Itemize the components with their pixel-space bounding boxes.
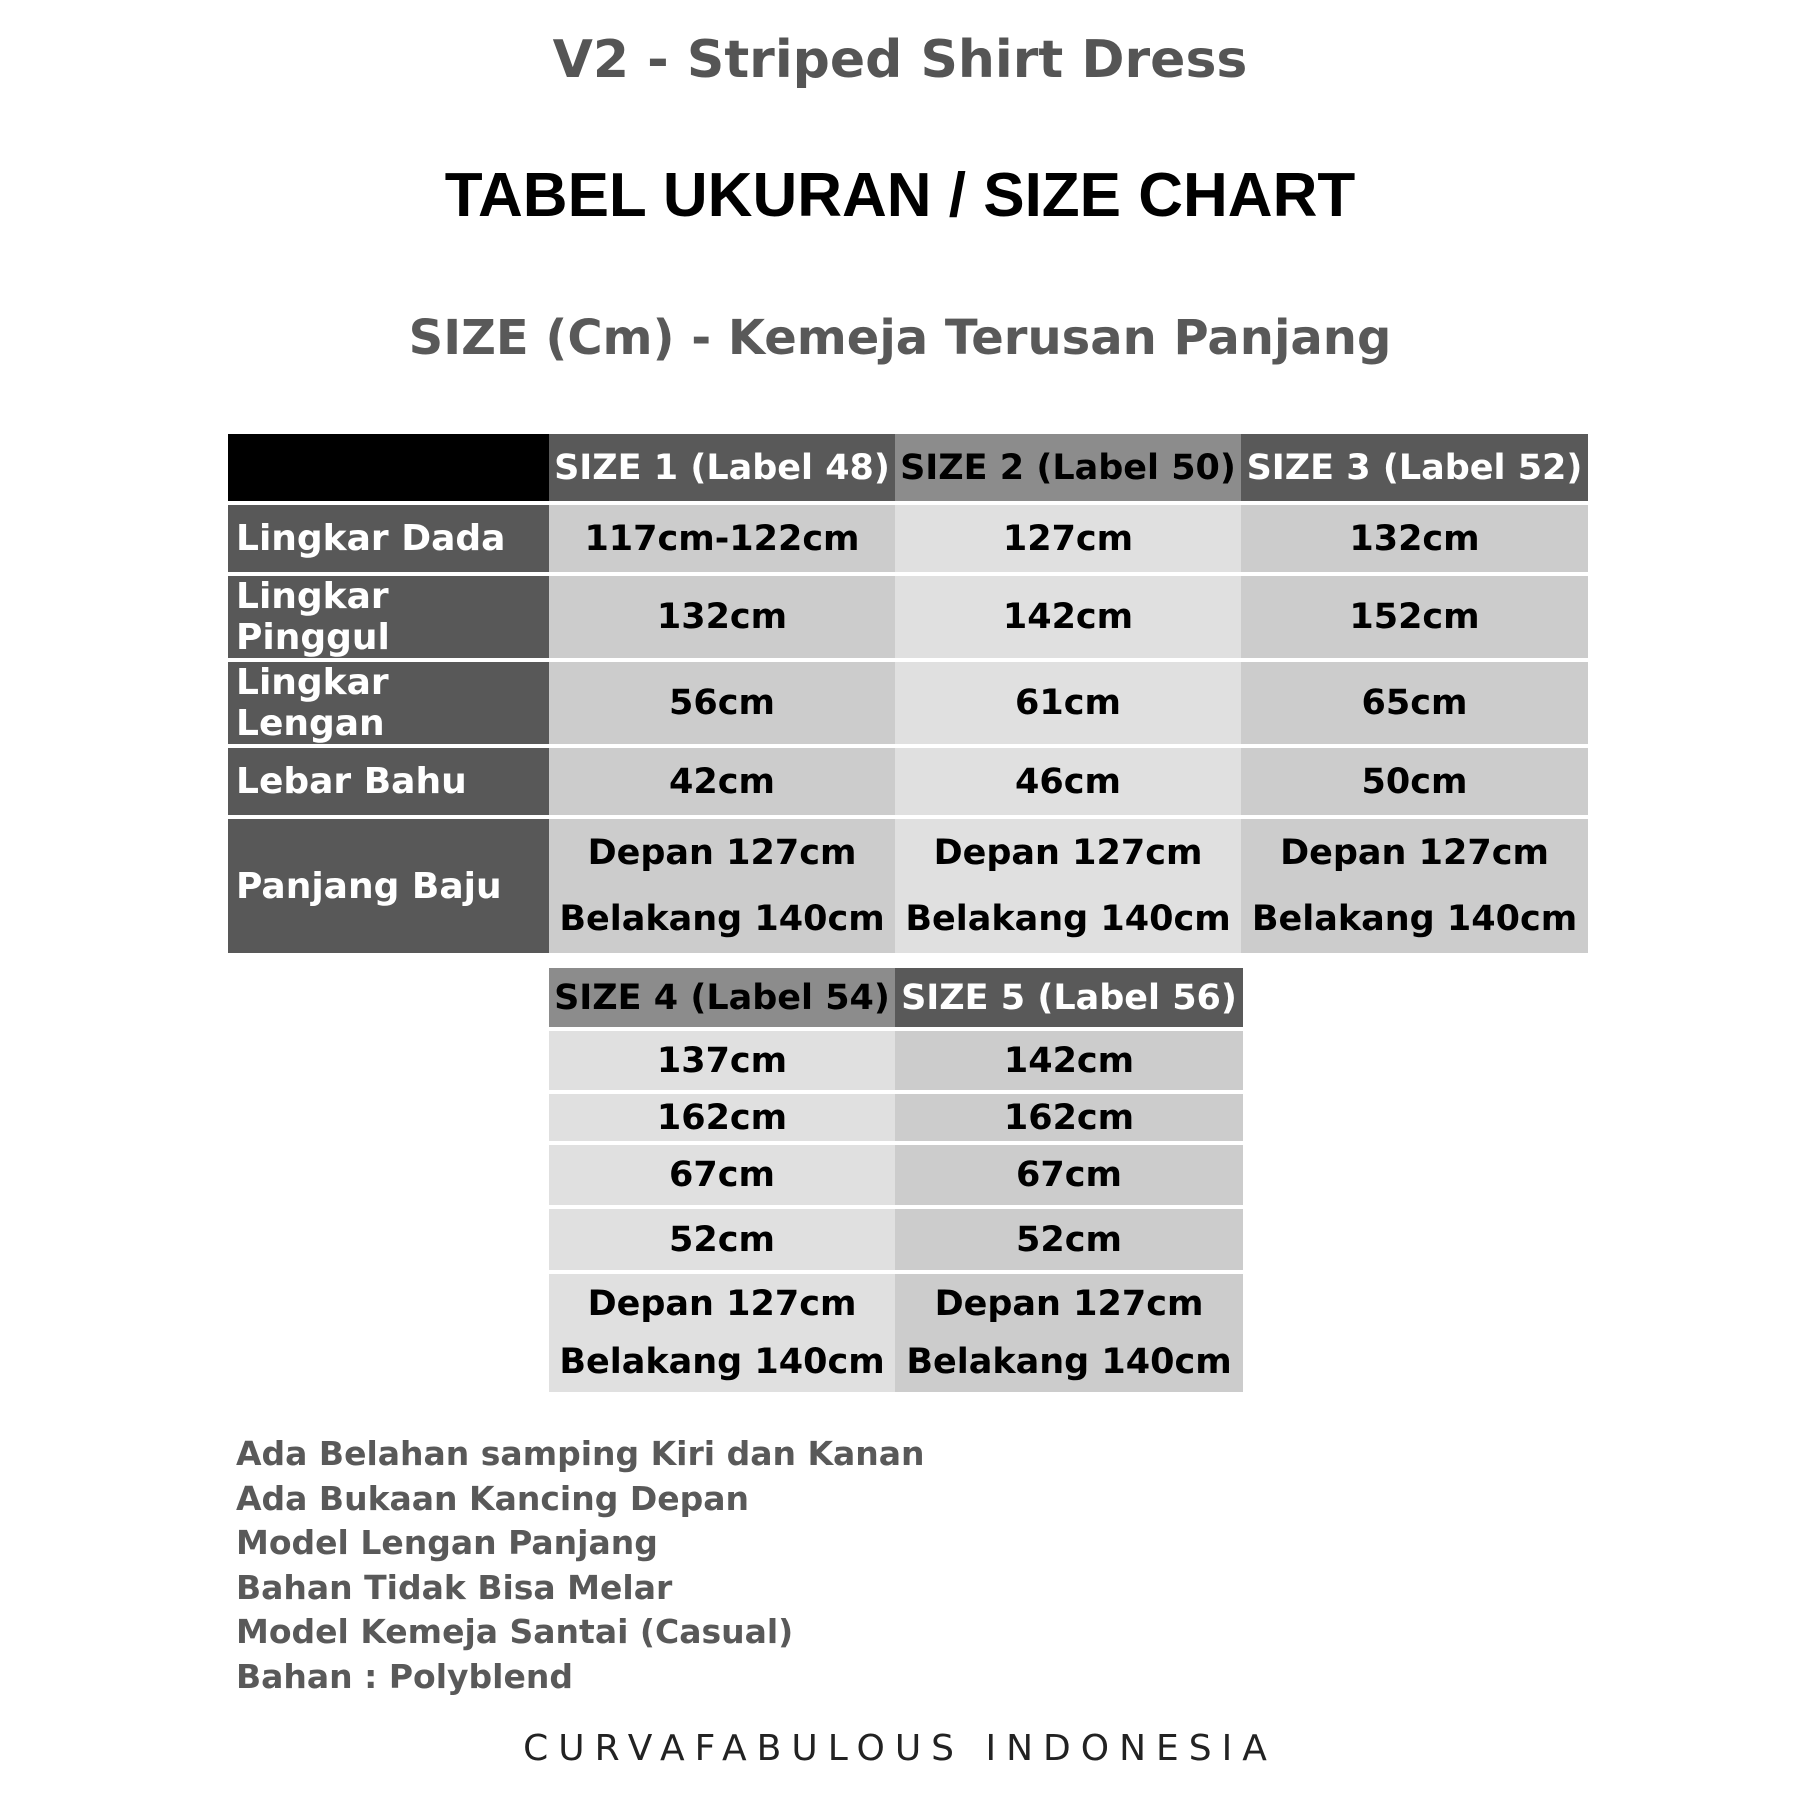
length-back: Belakang 140cm xyxy=(559,899,885,939)
cell-size-2-arm: 61cm xyxy=(895,662,1241,748)
size-2-header: SIZE 2 (Label 50) xyxy=(895,434,1241,505)
cell-size-1-chest: 117cm-122cm xyxy=(549,505,895,576)
brand-footer: CURVAFABULOUS INDONESIA xyxy=(523,1728,1277,1769)
table-subtitle: SIZE (Cm) - Kemeja Terusan Panjang xyxy=(408,310,1392,366)
row-label-chest: Lingkar Dada xyxy=(228,505,549,576)
cell-size-2-hip: 142cm xyxy=(895,576,1241,662)
cell-size-2-chest: 127cm xyxy=(895,505,1241,576)
table-row xyxy=(228,505,1588,576)
product-notes xyxy=(236,1432,925,1699)
cell-size-3-length xyxy=(1241,819,1588,953)
table-row xyxy=(549,1274,1243,1392)
row-label-length: Panjang Baju xyxy=(228,819,549,953)
size-3-header: SIZE 3 (Label 52) xyxy=(1241,434,1588,505)
cell-size-4-shoulder: 52cm xyxy=(549,1209,895,1274)
length-front: Depan 127cm xyxy=(587,833,857,873)
length-front: Depan 127cm xyxy=(933,833,1203,873)
cell-size-2-shoulder: 46cm xyxy=(895,748,1241,819)
table-row xyxy=(549,1145,1243,1209)
cell-size-1-hip: 132cm xyxy=(549,576,895,662)
cell-size-5-length xyxy=(895,1274,1243,1392)
cell-size-1-shoulder: 42cm xyxy=(549,748,895,819)
cell-size-4-chest: 137cm xyxy=(549,1031,895,1094)
table-row xyxy=(228,576,1588,662)
cell-size-3-arm: 65cm xyxy=(1241,662,1588,748)
cell-size-5-shoulder: 52cm xyxy=(895,1209,1243,1274)
length-back: Belakang 140cm xyxy=(905,899,1231,939)
cell-size-3-chest: 132cm xyxy=(1241,505,1588,576)
table-row xyxy=(549,1031,1243,1094)
product-title: V2 - Striped Shirt Dress xyxy=(552,30,1248,90)
table-row xyxy=(228,819,1588,953)
cell-size-5-arm: 67cm xyxy=(895,1145,1243,1209)
row-label-shoulder: Lebar Bahu xyxy=(228,748,549,819)
table-row xyxy=(549,1209,1243,1274)
length-front: Depan 127cm xyxy=(1280,833,1549,873)
note-line: Bahan Tidak Bisa Melar xyxy=(236,1567,673,1607)
cell-size-4-hip: 162cm xyxy=(549,1094,895,1145)
cell-size-3-hip: 152cm xyxy=(1241,576,1588,662)
cell-size-4-length xyxy=(549,1274,895,1392)
cell-size-1-arm: 56cm xyxy=(549,662,895,748)
page-title: TABEL UKURAN / SIZE CHART xyxy=(444,161,1356,230)
cell-size-2-length xyxy=(895,819,1241,953)
length-back: Belakang 140cm xyxy=(1251,899,1578,939)
table-row xyxy=(228,662,1588,748)
cell-size-5-chest: 142cm xyxy=(895,1031,1243,1094)
table-row xyxy=(549,1094,1243,1145)
table-corner-cell xyxy=(228,434,549,505)
table-row xyxy=(228,748,1588,819)
row-label-arm: Lingkar Lengan xyxy=(228,662,549,748)
size-table-secondary xyxy=(549,968,1243,1392)
cell-size-1-length xyxy=(549,819,895,953)
size-1-header: SIZE 1 (Label 48) xyxy=(549,434,895,505)
cell-size-4-arm: 67cm xyxy=(549,1145,895,1209)
size-5-header: SIZE 5 (Label 56) xyxy=(895,968,1243,1031)
note-line: Ada Belahan samping Kiri dan Kanan xyxy=(236,1434,925,1473)
cell-size-5-hip: 162cm xyxy=(895,1094,1243,1145)
length-back: Belakang 140cm xyxy=(559,1342,885,1382)
size-table-primary xyxy=(228,434,1588,953)
row-label-hip: Lingkar Pinggul xyxy=(228,576,549,662)
note-line: Model Lengan Panjang xyxy=(236,1523,658,1562)
cell-size-3-shoulder: 50cm xyxy=(1241,748,1588,819)
size-4-header: SIZE 4 (Label 54) xyxy=(549,968,895,1031)
length-back: Belakang 140cm xyxy=(906,1342,1232,1382)
note-line: Bahan : Polyblend xyxy=(236,1656,573,1696)
note-line: Ada Bukaan Kancing Depan xyxy=(236,1478,749,1518)
note-line: Model Kemeja Santai (Casual) xyxy=(236,1612,794,1651)
length-front: Depan 127cm xyxy=(587,1284,857,1324)
length-front: Depan 127cm xyxy=(934,1284,1204,1324)
